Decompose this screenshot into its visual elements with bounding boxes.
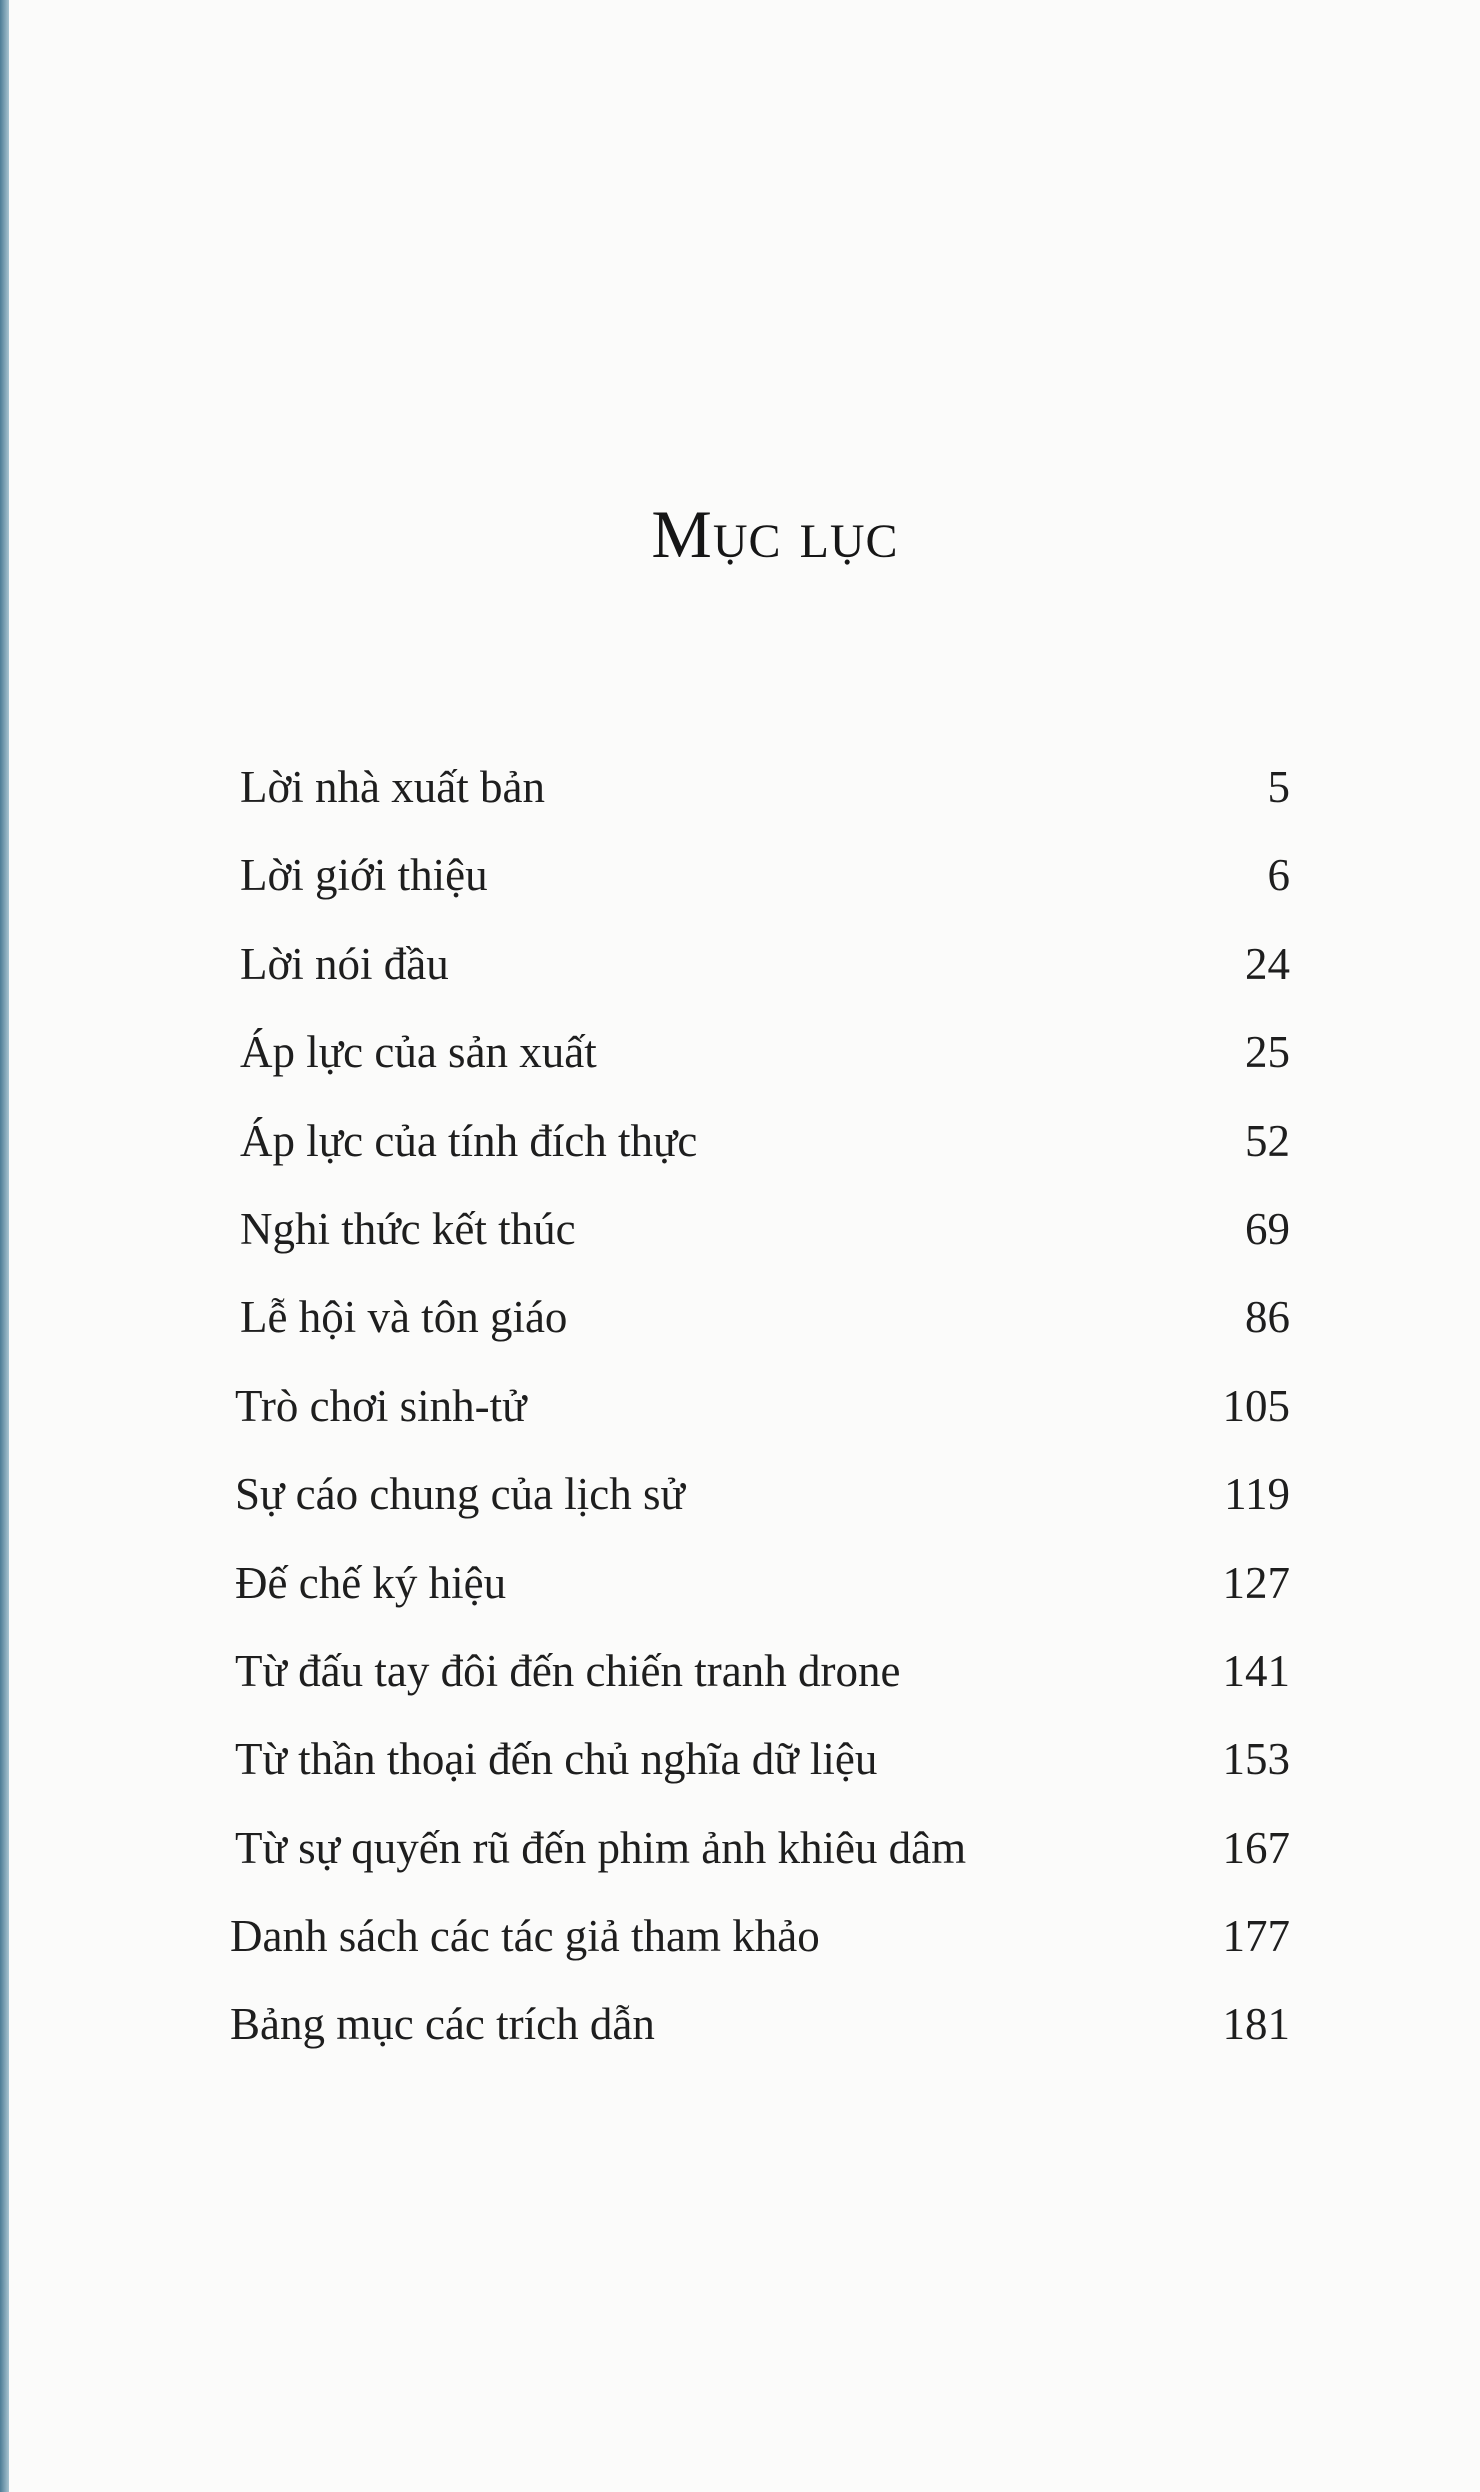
toc-entry-page: 119 — [1224, 1469, 1290, 1520]
toc-entry — [240, 845, 1290, 933]
toc-entry-page: 5 — [1267, 762, 1290, 812]
toc-entry-title: Từ sự quyến rũ đến phim ảnh khiêu dâm — [235, 1822, 967, 1873]
toc-entry-page: 25 — [1245, 1027, 1290, 1078]
toc-entry-page: 52 — [1245, 1115, 1290, 1166]
toc-entry-title: Lời giới thiệu — [240, 850, 488, 901]
toc-entry-page: 6 — [1267, 850, 1290, 901]
toc-entry — [240, 757, 1290, 845]
toc-entry-page: 69 — [1245, 1203, 1290, 1254]
toc-entry — [230, 1994, 1290, 2082]
toc-entry-page: 153 — [1222, 1734, 1290, 1785]
toc-entry-page: 167 — [1222, 1822, 1290, 1873]
toc-entry — [240, 1022, 1290, 1110]
toc-entry-page: 177 — [1222, 1911, 1290, 1962]
toc-entry-title: Trò chơi sinh-tử — [235, 1380, 527, 1431]
toc-entry — [240, 934, 1290, 1022]
toc-entry-title: Áp lực của tính đích thực — [240, 1115, 698, 1166]
toc-entry — [240, 1199, 1290, 1287]
toc-entry-title: Lời nói đầu — [240, 938, 449, 989]
toc-entry-title: Nghi thức kết thúc — [240, 1203, 576, 1254]
toc-entry — [235, 1553, 1290, 1641]
page-title: Mục lục — [651, 496, 899, 572]
toc-entry — [240, 1287, 1290, 1375]
toc-entry — [235, 1818, 1290, 1906]
toc-entry-title: Áp lực của sản xuất — [240, 1027, 597, 1078]
toc-entry-title: Bảng mục các trích dẫn — [230, 1999, 655, 2050]
toc-entry-page: 105 — [1222, 1380, 1290, 1431]
toc-entry — [230, 1906, 1290, 1994]
toc-entry-title: Lời nhà xuất bản — [240, 762, 545, 812]
toc-entry — [235, 1641, 1290, 1729]
toc-entry — [235, 1729, 1290, 1817]
toc-entry-page: 181 — [1222, 1999, 1290, 2050]
toc-entry-title: Sự cáo chung của lịch sử — [235, 1469, 685, 1520]
toc-entry-page: 127 — [1222, 1557, 1290, 1608]
toc-entry-title: Lễ hội và tôn giáo — [240, 1292, 568, 1343]
toc-entry — [235, 1464, 1290, 1552]
toc-entry-title: Từ đấu tay đôi đến chiến tranh drone — [235, 1645, 901, 1696]
table-of-contents — [230, 757, 1290, 2083]
toc-entry — [235, 1376, 1290, 1464]
toc-entry-page: 24 — [1245, 938, 1290, 989]
toc-entry — [240, 1111, 1290, 1199]
toc-entry-page: 141 — [1222, 1645, 1290, 1696]
toc-entry-title: Từ thần thoại đến chủ nghĩa dữ liệu — [235, 1734, 878, 1785]
toc-entry-page: 86 — [1245, 1292, 1290, 1343]
book-edge — [0, 0, 9, 2492]
toc-entry-title: Đế chế ký hiệu — [235, 1557, 507, 1608]
toc-entry-title: Danh sách các tác giả tham khảo — [230, 1911, 820, 1962]
